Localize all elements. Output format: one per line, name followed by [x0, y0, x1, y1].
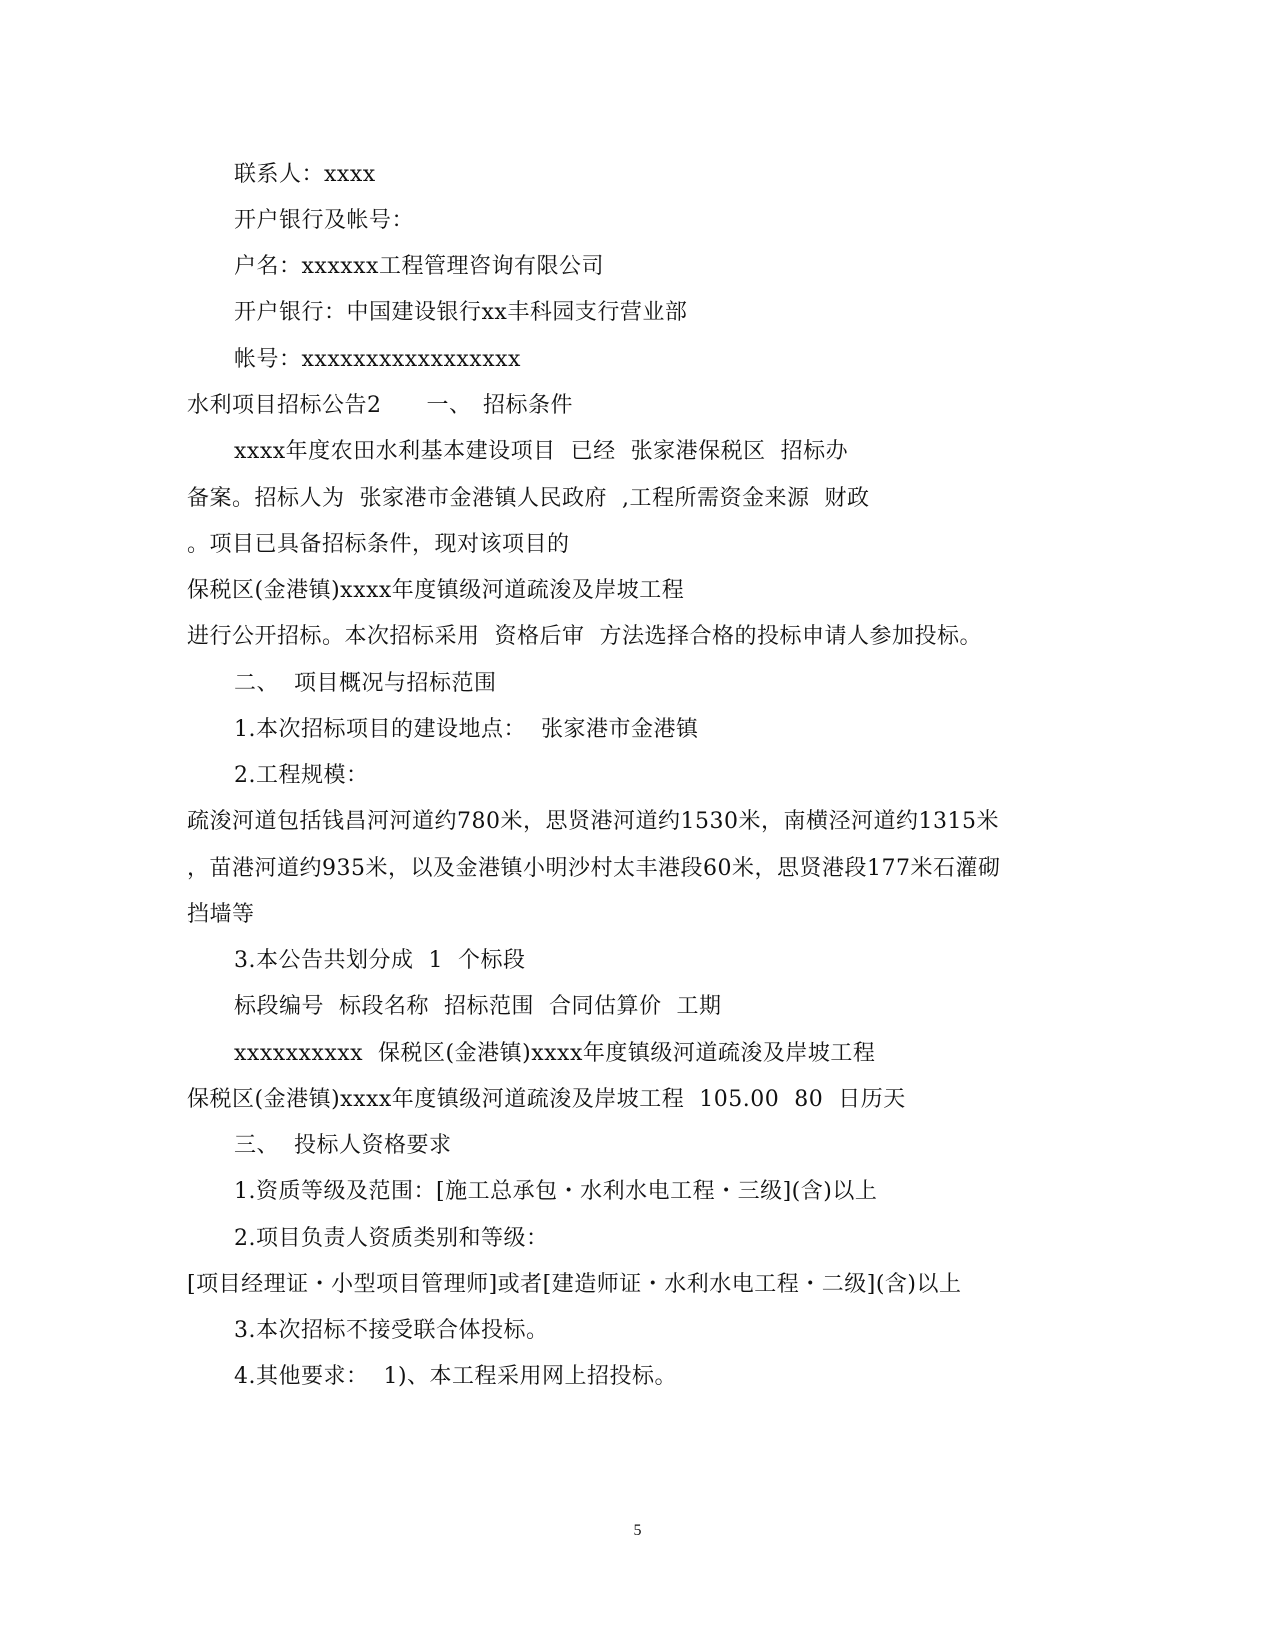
list-item: 4.其他要求： 1)、本工程采用网上招投标。 [234, 1364, 678, 1389]
paragraph-line: 。项目已具备招标条件，现对该项目的 [187, 532, 570, 557]
paragraph-line: 备案。招标人为 张家港市金港镇人民政府 ,工程所需资金来源 财政 [187, 486, 870, 511]
table-header-line: 标段编号 标段名称 招标范围 合同估算价 工期 [234, 994, 722, 1019]
table-row-line: xxxxxxxxxx 保税区(金港镇)xxxx年度镇级河道疏浚及岸坡工程 [234, 1041, 876, 1066]
list-item: 1.资质等级及范围：[施工总承包・水利水电工程・三级](含)以上 [234, 1179, 878, 1204]
paragraph-line: 挡墙等 [187, 902, 255, 927]
section-heading-3: 三、 投标人资格要求 [234, 1133, 452, 1158]
account-name-line: 户名：xxxxxx工程管理咨询有限公司 [234, 254, 604, 279]
account-number-line: 帐号：xxxxxxxxxxxxxxxxx [234, 347, 521, 372]
paragraph-line: 疏浚河道包括钱昌河河道约780米，思贤港河道约1530米，南横泾河道约1315米 [187, 809, 999, 834]
paragraph-line: xxxx年度农田水利基本建设项目 已经 张家港保税区 招标办 [234, 439, 849, 464]
bank-name-line: 开户银行：中国建设银行xx丰科园支行营业部 [234, 300, 688, 325]
list-item: 1.本次招标项目的建设地点： 张家港市金港镇 [234, 717, 699, 742]
paragraph-line: 进行公开招标。本次招标采用 资格后审 方法选择合格的投标申请人参加投标。 [187, 624, 982, 649]
page-number: 5 [633, 1522, 642, 1539]
paragraph-line: 保税区(金港镇)xxxx年度镇级河道疏浚及岸坡工程 [187, 578, 685, 603]
announcement-title-line: 水利项目招标公告2 一、 招标条件 [187, 393, 573, 418]
table-row-line: 保税区(金港镇)xxxx年度镇级河道疏浚及岸坡工程 105.00 80 日历天 [187, 1087, 906, 1112]
list-item: 2.工程规模： [234, 763, 369, 788]
list-item: 3.本公告共划分成 1 个标段 [234, 948, 526, 973]
list-item: 2.项目负责人资质类别和等级： [234, 1226, 549, 1251]
contact-person-line: 联系人：xxxx [234, 162, 376, 187]
section-heading-2: 二、 项目概况与招标范围 [234, 671, 497, 696]
bank-account-heading: 开户银行及帐号： [234, 208, 415, 233]
list-item: 3.本次招标不接受联合体投标。 [234, 1318, 549, 1343]
paragraph-line: [项目经理证・小型项目管理师]或者[建造师证・水利水电工程・二级](含)以上 [187, 1272, 962, 1297]
paragraph-line: ，苗港河道约935米，以及金港镇小明沙村太丰港段60米，思贤港段177米石灌砌 [187, 856, 1001, 881]
